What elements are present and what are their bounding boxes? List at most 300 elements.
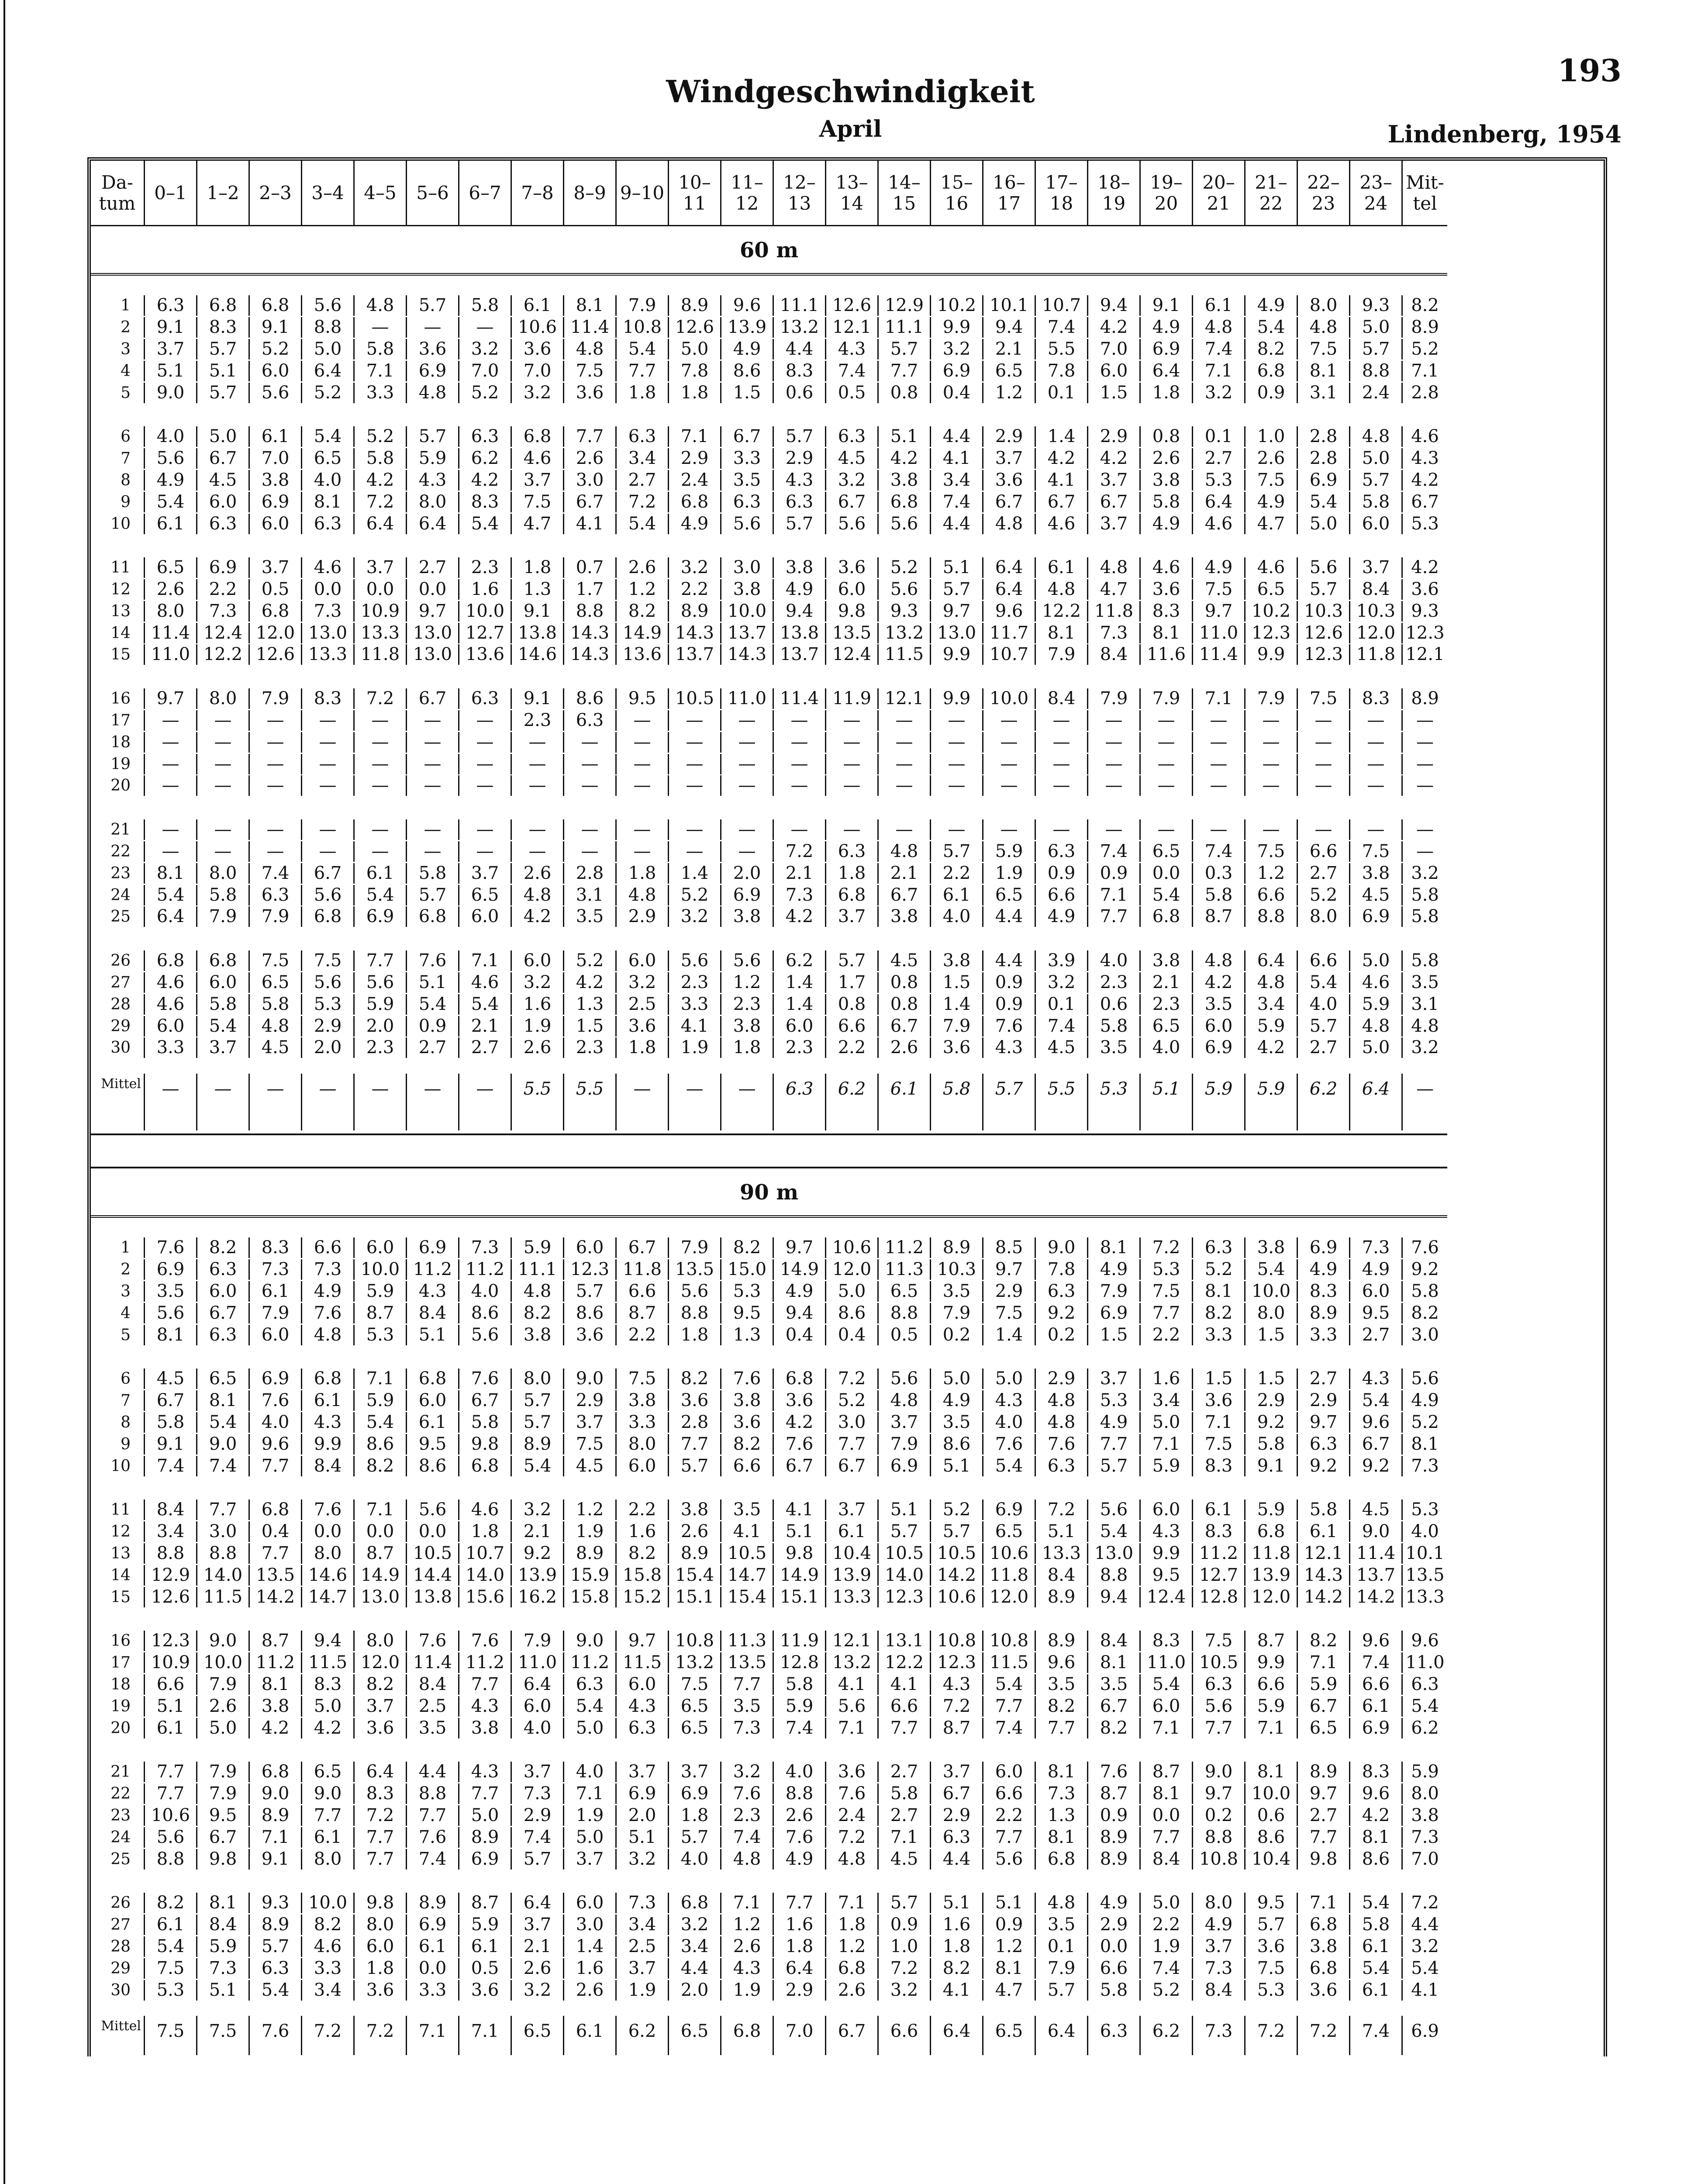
table-cell: 8.1 (1036, 1762, 1088, 1782)
table-cell: 0.0 (1141, 1805, 1193, 1826)
table-cell: 2.3 (459, 557, 512, 578)
row-mean: 6.2 (1411, 1717, 1439, 1738)
row-mean: 3.6 (1411, 579, 1439, 599)
table-cell: — (1350, 710, 1403, 731)
table-cell: 5.4 (1298, 972, 1350, 993)
row-date: 25 (91, 1849, 145, 1870)
table-cell: 11.2 (407, 1259, 459, 1280)
table-cell: 3.2 (721, 1762, 774, 1782)
table-cell: 1.0 (879, 1936, 931, 1957)
table-cell: 8.1 (1246, 1762, 1298, 1782)
table-cell: 4.1 (931, 448, 983, 469)
table-cell: 2.2 (983, 1805, 1036, 1826)
row-mean: 8.9 (1411, 688, 1439, 709)
table-cell: 9.7 (774, 1237, 826, 1258)
row-mean: 11.0 (1405, 1652, 1445, 1673)
table-cell: 6.1 (1036, 557, 1088, 578)
table-cell: 13.0 (407, 623, 459, 643)
row-date: 5 (91, 1325, 145, 1345)
table-cell: 9.2 (512, 1543, 564, 1564)
table-cell: 3.7 (983, 448, 1036, 469)
row-mean: 8.1 (1411, 1434, 1439, 1454)
table-cell: 9.7 (931, 601, 983, 622)
table-cell: 3.5 (1193, 994, 1246, 1015)
table-cell: 9.6 (1350, 1631, 1403, 1651)
table-cell: 4.1 (564, 514, 617, 534)
mean-row-label: Mittel (91, 2016, 145, 2055)
table-cell: 13.0 (1088, 1543, 1141, 1564)
table-cell: 3.7 (355, 1696, 407, 1717)
row-mean: 7.3 (1411, 1455, 1439, 1476)
table-cell: 8.0 (355, 1914, 407, 1935)
table-cell: 3.6 (1298, 1980, 1350, 2001)
row-date: 25 (91, 906, 145, 927)
table-cell: 10.6 (983, 1543, 1036, 1564)
table-cell: — (355, 841, 407, 862)
row-mean: 3.0 (1411, 1324, 1439, 1345)
table-cell: 7.6 (721, 1783, 774, 1804)
table-cell: 6.6 (1350, 1674, 1403, 1695)
table-cell: 5.1 (931, 1456, 983, 1476)
row-mean: 7.3 (1411, 1827, 1439, 1847)
table-cell: 8.0 (407, 492, 459, 512)
table-cell: 4.1 (774, 1500, 826, 1520)
row-date: 30 (91, 1980, 145, 2001)
table-cell: 5.0 (564, 1827, 617, 1848)
table-cell: 5.8 (407, 863, 459, 884)
row-date: 29 (91, 1958, 145, 1979)
table-cell: 5.4 (617, 514, 669, 534)
table-cell: 2.7 (1298, 1037, 1350, 1058)
table-cell: 5.3 (1088, 1390, 1141, 1411)
table-cell: 2.3 (1141, 994, 1193, 1015)
row-mean: 3.5 (1411, 972, 1439, 992)
table-cell: 5.7 (197, 339, 250, 359)
table-cell: — (459, 754, 512, 774)
table-cell: 4.1 (669, 1016, 721, 1037)
table-cell: 4.9 (1246, 492, 1298, 512)
table-cell: 4.8 (1350, 426, 1403, 447)
table-cell: 5.8 (459, 1412, 512, 1433)
table-cell: — (512, 819, 564, 840)
mean-row-value: 5.3 (1088, 1074, 1141, 1130)
table-cell: 1.2 (826, 1936, 879, 1957)
table-cell: 3.8 (931, 950, 983, 971)
table-cell: 15.4 (721, 1587, 774, 1607)
table-cell: 10.8 (983, 1631, 1036, 1651)
table-cell: 6.8 (459, 1456, 512, 1476)
wind-speed-table (87, 157, 1607, 2056)
table-cell: 4.8 (1036, 1390, 1088, 1411)
table-cell: 3.6 (564, 383, 617, 403)
mean-row-value: — (197, 1074, 250, 1130)
table-cell: 4.9 (774, 1849, 826, 1870)
row-date: 23 (91, 863, 145, 884)
table-cell: 5.7 (931, 841, 983, 862)
column-header-date: Da- tum (91, 161, 145, 226)
table-cell: 5.0 (302, 339, 355, 359)
row-mean: 5.6 (1411, 1368, 1439, 1389)
table-cell: 8.1 (983, 1958, 1036, 1979)
table-cell: 6.0 (564, 1893, 617, 1913)
table-cell: 8.3 (302, 1674, 355, 1695)
table-cell: 13.3 (826, 1587, 879, 1607)
table-cell: 13.7 (774, 644, 826, 665)
table-cell: 6.3 (302, 514, 355, 534)
row-date: 26 (91, 1893, 145, 1913)
table-cell: 5.2 (355, 426, 407, 447)
table-cell: 5.7 (250, 1936, 302, 1957)
table-cell: 7.4 (1193, 339, 1246, 359)
table-cell: 5.2 (669, 885, 721, 905)
table-cell: 1.8 (826, 863, 879, 884)
row-mean: — (1416, 819, 1434, 840)
table-cell: 5.3 (1246, 1980, 1298, 2001)
table-cell: 0.1 (1193, 426, 1246, 447)
table-cell: — (1036, 819, 1088, 840)
table-cell: — (459, 775, 512, 796)
table-cell: — (721, 775, 774, 796)
table-cell: 8.9 (459, 1827, 512, 1848)
table-cell: — (1193, 754, 1246, 774)
table-cell: 6.0 (250, 1325, 302, 1345)
table-cell: 5.4 (1350, 1893, 1403, 1913)
table-cell: 11.2 (459, 1652, 512, 1673)
table-cell: 6.7 (931, 1783, 983, 1804)
table-cell: 7.5 (250, 950, 302, 971)
row-mean: 5.4 (1411, 1696, 1439, 1716)
table-cell: — (1246, 710, 1298, 731)
table-cell: 6.0 (355, 1237, 407, 1258)
table-cell: 14.6 (512, 644, 564, 665)
table-cell: 5.6 (721, 950, 774, 971)
table-cell: 8.2 (1298, 1631, 1350, 1651)
table-cell: 1.4 (564, 1936, 617, 1957)
table-cell: 8.6 (355, 1434, 407, 1455)
table-cell: 3.8 (774, 557, 826, 578)
table-cell: 12.0 (983, 1587, 1036, 1607)
table-cell: 8.6 (1350, 1849, 1403, 1870)
mean-row-value: — (459, 1074, 512, 1130)
table-cell: 7.7 (879, 1718, 931, 1738)
table-cell: 1.6 (617, 1521, 669, 1542)
table-cell: 6.1 (1193, 295, 1246, 316)
table-cell: 6.7 (1088, 492, 1141, 512)
table-cell: 4.9 (1193, 1914, 1246, 1935)
table-cell: 9.0 (302, 1783, 355, 1804)
table-cell: 8.9 (931, 1237, 983, 1258)
table-cell: — (1036, 754, 1088, 774)
table-cell: 0.6 (774, 383, 826, 403)
row-mean: 3.1 (1411, 994, 1439, 1014)
table-cell: 5.6 (145, 448, 197, 469)
row-date: 27 (91, 972, 145, 993)
table-cell: 5.8 (355, 448, 407, 469)
table-cell: 7.3 (1350, 1237, 1403, 1258)
table-cell: 3.4 (617, 448, 669, 469)
table-cell: 7.4 (1350, 1652, 1403, 1673)
table-cell: 5.6 (826, 1696, 879, 1717)
table-cell: 4.0 (669, 1849, 721, 1870)
table-cell: 4.5 (826, 448, 879, 469)
table-cell: 8.2 (1193, 1303, 1246, 1324)
table-cell: 13.3 (302, 644, 355, 665)
table-cell: 12.1 (1298, 1543, 1350, 1564)
table-cell: 13.6 (617, 644, 669, 665)
table-cell: 6.9 (721, 885, 774, 905)
column-header-hour: 18–19 (1088, 161, 1141, 226)
table-cell: 1.2 (721, 1914, 774, 1935)
table-cell: 9.2 (1298, 1456, 1350, 1476)
row-mean: 4.4 (1411, 1914, 1439, 1935)
table-cell: 12.0 (250, 623, 302, 643)
table-cell: 4.5 (564, 1456, 617, 1476)
table-cell: 10.0 (459, 601, 512, 622)
table-cell: 4.8 (879, 841, 931, 862)
row-mean: 12.3 (1405, 622, 1445, 643)
table-cell: 12.4 (197, 623, 250, 643)
table-cell: — (407, 317, 459, 338)
table-cell: 6.5 (302, 448, 355, 469)
table-cell: 8.0 (1298, 295, 1350, 316)
mean-row-value: 6.3 (1088, 2016, 1141, 2055)
row-date: 16 (91, 688, 145, 709)
table-cell: 5.9 (197, 1936, 250, 1957)
table-cell: 7.7 (669, 1434, 721, 1455)
table-cell: 5.8 (1246, 1434, 1298, 1455)
row-mean: 4.1 (1411, 1980, 1439, 2000)
table-cell: 6.4 (983, 579, 1036, 600)
row-date: 20 (91, 775, 145, 796)
table-cell: 6.7 (459, 1390, 512, 1411)
table-cell: 5.4 (1141, 885, 1193, 905)
row-date: 20 (91, 1718, 145, 1738)
row-mean: 3.8 (1411, 1805, 1439, 1825)
table-cell: 0.0 (355, 579, 407, 600)
table-cell: — (1088, 819, 1141, 840)
table-cell: 4.0 (1088, 950, 1141, 971)
table-cell: 5.4 (302, 426, 355, 447)
table-cell: 4.8 (1350, 1016, 1403, 1037)
row-mean: 13.5 (1405, 1565, 1445, 1585)
table-cell: 5.4 (1141, 1674, 1193, 1695)
table-cell: 7.2 (355, 492, 407, 512)
table-cell: 2.6 (617, 557, 669, 578)
table-cell: 2.2 (617, 1325, 669, 1345)
table-cell: 1.8 (617, 863, 669, 884)
table-cell: 7.7 (1141, 1827, 1193, 1848)
table-cell: 8.2 (512, 1303, 564, 1324)
mean-row-value: 6.2 (617, 2016, 669, 2055)
table-cell: 4.3 (407, 470, 459, 491)
table-cell: 8.2 (1246, 339, 1298, 359)
column-header-hour: 20–21 (1193, 161, 1246, 226)
row-date: 27 (91, 1914, 145, 1935)
table-cell: 8.6 (931, 1434, 983, 1455)
table-cell: 6.9 (879, 1456, 931, 1476)
table-cell: 4.9 (669, 514, 721, 534)
table-cell: 2.2 (826, 1037, 879, 1058)
table-cell: — (617, 775, 669, 796)
table-cell: 4.1 (879, 1674, 931, 1695)
table-cell: 7.9 (1246, 688, 1298, 709)
table-cell: 6.9 (1298, 1237, 1350, 1258)
table-cell: 7.4 (1088, 841, 1141, 862)
table-cell: 7.7 (1141, 1303, 1193, 1324)
table-cell: 14.3 (1298, 1565, 1350, 1586)
table-cell: 9.8 (1298, 1849, 1350, 1870)
table-cell: — (669, 732, 721, 753)
table-cell: — (250, 819, 302, 840)
table-cell: 4.6 (145, 972, 197, 993)
table-cell: 5.2 (1141, 1980, 1193, 2001)
table-cell: — (774, 710, 826, 731)
table-cell: — (250, 775, 302, 796)
table-cell: 1.6 (564, 1958, 617, 1979)
table-cell: 7.7 (826, 1434, 879, 1455)
table-cell: 8.7 (459, 1893, 512, 1913)
table-cell: 3.3 (355, 383, 407, 403)
table-cell: 0.8 (879, 383, 931, 403)
table-cell: 0.9 (983, 1914, 1036, 1935)
table-cell: 10.9 (145, 1652, 197, 1673)
table-cell: — (564, 732, 617, 753)
table-cell: 5.7 (564, 1281, 617, 1302)
table-cell: — (1350, 754, 1403, 774)
table-cell: 5.0 (669, 339, 721, 359)
table-cell: 4.9 (1350, 1259, 1403, 1280)
table-cell: — (1141, 775, 1193, 796)
table-cell: 6.0 (512, 950, 564, 971)
table-cell: 7.3 (1088, 623, 1141, 643)
table-cell: 6.9 (197, 557, 250, 578)
table-cell: 8.3 (1141, 1631, 1193, 1651)
table-cell: 7.5 (564, 361, 617, 381)
table-cell: 7.4 (197, 1456, 250, 1476)
table-cell: — (459, 841, 512, 862)
table-cell: 3.8 (1141, 470, 1193, 491)
table-cell: 3.8 (721, 1390, 774, 1411)
table-cell: 11.8 (983, 1565, 1036, 1586)
column-header-hour: 8–9 (564, 161, 617, 226)
mean-row-value: 6.2 (1298, 1074, 1350, 1130)
table-cell: 8.7 (355, 1303, 407, 1324)
table-cell: 0.9 (879, 1914, 931, 1935)
row-mean: 4.6 (1411, 426, 1439, 447)
table-cell: 1.6 (1141, 1368, 1193, 1389)
table-cell: 3.8 (1298, 1936, 1350, 1957)
table-cell: 9.6 (250, 1434, 302, 1455)
table-cell: 1.8 (1141, 383, 1193, 403)
table-cell: 1.2 (983, 383, 1036, 403)
table-cell: 7.4 (774, 1718, 826, 1738)
table-cell: 4.6 (302, 557, 355, 578)
table-cell: 3.6 (459, 1980, 512, 2001)
table-cell: 1.4 (931, 994, 983, 1015)
table-cell: 3.7 (617, 1762, 669, 1782)
table-cell: 3.8 (879, 470, 931, 491)
table-cell: — (1088, 754, 1141, 774)
table-cell: — (617, 754, 669, 774)
row-mean: — (1416, 710, 1434, 730)
table-cell: — (250, 841, 302, 862)
section-title: 90 m (91, 1170, 1447, 1218)
table-cell: 13.7 (721, 623, 774, 643)
table-cell: 5.7 (1298, 579, 1350, 600)
table-cell: 4.3 (826, 339, 879, 359)
table-cell: 8.4 (197, 1914, 250, 1935)
table-cell: 0.4 (774, 1325, 826, 1345)
table-cell: 7.4 (1141, 1958, 1193, 1979)
row-group-gap (91, 1477, 1447, 1498)
table-cell: 3.6 (355, 1718, 407, 1738)
table-cell: 0.9 (1246, 383, 1298, 403)
table-cell: 0.5 (826, 383, 879, 403)
table-cell: 4.9 (1088, 1893, 1141, 1913)
table-cell: 4.3 (617, 1696, 669, 1717)
table-cell: 3.4 (669, 1936, 721, 1957)
table-cell: 3.4 (1246, 994, 1298, 1015)
table-cell: 7.5 (1350, 841, 1403, 862)
table-cell: 7.1 (355, 361, 407, 381)
table-cell: 6.6 (1246, 885, 1298, 905)
table-cell: 9.2 (1246, 1412, 1298, 1433)
table-cell: 6.0 (197, 492, 250, 512)
row-date: 18 (91, 1674, 145, 1695)
table-cell: 6.9 (1298, 470, 1350, 491)
table-cell: 5.7 (1036, 1980, 1088, 2001)
table-cell: 4.9 (1036, 906, 1088, 927)
table-cell: 2.3 (721, 994, 774, 1015)
table-cell: 3.2 (617, 1849, 669, 1870)
table-cell: 8.7 (1246, 1631, 1298, 1651)
table-cell: 5.7 (879, 1521, 931, 1542)
table-cell: 3.6 (983, 470, 1036, 491)
table-cell: 3.7 (826, 1500, 879, 1520)
table-cell: 15.0 (721, 1259, 774, 1280)
table-cell: 5.7 (407, 295, 459, 316)
mean-row-value: 6.4 (931, 2016, 983, 2055)
table-cell: 12.1 (826, 1631, 879, 1651)
row-mean: 5.8 (1411, 885, 1439, 905)
table-cell: — (355, 732, 407, 753)
table-cell: 7.9 (1088, 688, 1141, 709)
table-cell: 4.8 (1298, 317, 1350, 338)
table-cell: 9.9 (931, 644, 983, 665)
table-cell: 4.2 (1246, 1037, 1298, 1058)
table-cell: 8.3 (1350, 688, 1403, 709)
row-mean: 7.2 (1411, 1893, 1439, 1913)
table-cell: 8.9 (669, 295, 721, 316)
table-cell: 3.3 (302, 1958, 355, 1979)
column-header-hour: 0–1 (145, 161, 197, 226)
mean-row-value: 6.3 (774, 1074, 826, 1130)
table-cell: 4.8 (879, 1390, 931, 1411)
table-cell: 7.3 (721, 1718, 774, 1738)
table-cell: 8.8 (197, 1543, 250, 1564)
table-cell: 8.3 (1141, 601, 1193, 622)
table-cell: 6.7 (721, 426, 774, 447)
table-cell: 3.8 (250, 1696, 302, 1717)
table-cell: 6.4 (512, 1893, 564, 1913)
table-cell: 7.6 (250, 1390, 302, 1411)
table-cell: 2.8 (1298, 426, 1350, 447)
table-cell: 5.9 (1246, 1016, 1298, 1037)
table-cell: 4.4 (669, 1958, 721, 1979)
row-date: 14 (91, 623, 145, 643)
table-cell: 4.0 (459, 1281, 512, 1302)
table-cell: 1.4 (774, 972, 826, 993)
